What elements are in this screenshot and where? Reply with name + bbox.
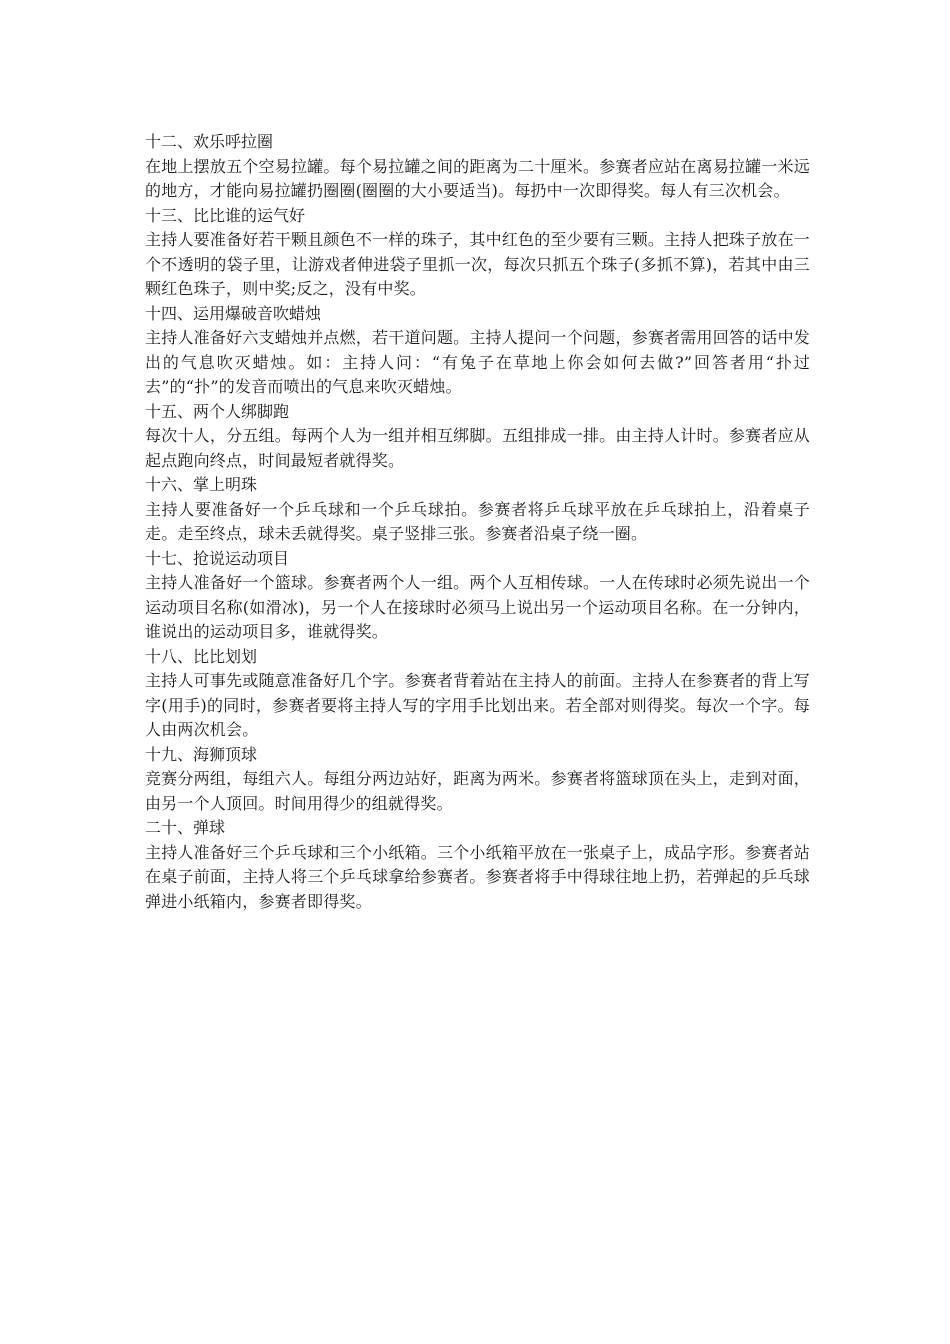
section-17 (145, 547, 810, 645)
section-heading: 十六、掌上明珠 (145, 475, 258, 494)
section-paragraph: 主持人要准备好一个乒乓球和一个乒乓球拍。参赛者将乒乓球平放在乒乓球拍上，沿着桌子走。走至终点，球未丢就得奖。桌子竖排三张。参赛者沿桌子绕一圈。 (145, 499, 810, 543)
section-paragraph: 主持人准备好三个乒乓球和三个小纸箱。三个小纸箱平放在一张桌子上，成品字形。参赛者站在桌子前面，主持人将三个乒乓球拿给参赛者。参赛者将手中得球往地上扔，若弹起的乒乓球弹进小纸箱内，参赛者即得奖。 (145, 842, 810, 911)
section-heading: 十七、抢说运动项目 (145, 548, 290, 568)
section-paragraph: 主持人准备好六支蜡烛并点燃，若干道问题。主持人提问一个问题，参赛者需用回答的话中发出的气息吹灭蜡烛。如：主持人问：“有兔子在草地上你会如何去做?”回答者用“扑过去”的“扑”的发音而喷出的气息来吹灭蜡烛。 (145, 328, 810, 396)
section-paragraph: 主持人可事先或随意准备好几个字。参赛者背着站在主持人的前面。主持人在参赛者的背上写字(用手)的同时，参赛者要将主持人写的字用手比划出来。若全部对则得奖。每次一个字。每人由两次机会。 (145, 671, 810, 739)
section-16 (145, 473, 810, 547)
section-heading: 十五、两个人绑脚跑 (145, 401, 290, 421)
section-heading: 二十、弹球 (145, 818, 226, 837)
section-heading: 十九、海狮顶球 (145, 744, 258, 764)
section-15 (145, 400, 810, 474)
section-18 (145, 645, 810, 743)
section-paragraph: 每次十人，分五组。每两个人为一组并相互绑脚。五组排成一排。由主持人计时。参赛者应从起点跑向终点，时间最短者就得奖。 (145, 426, 810, 470)
section-heading: 十四、运用爆破音吹蜡烛 (145, 303, 322, 323)
section-heading: 十三、比比谁的运气好 (145, 205, 306, 225)
section-paragraph: 竞赛分两组，每组六人。每组分两边站好，距离为两米。参赛者将篮球顶在头上，走到对面，由另一个人顶回。时间用得少的组就得奖。 (145, 769, 810, 813)
section-paragraph: 主持人准备好一个篮球。参赛者两个人一组。两个人互相传球。一人在传球时必须先说出一个运动项目名称(如滑冰)，另一个人在接球时必须马上说出另一个运动项目名称。在一分钟内，谁说出的运动项目多，谁就得奖。 (145, 573, 810, 641)
section-20 (145, 816, 810, 914)
section-19 (145, 743, 810, 817)
document-body (145, 130, 810, 914)
section-paragraph: 在地上摆放五个空易拉罐。每个易拉罐之间的距离为二十厘米。参赛者应站在离易拉罐一米远的地方，才能向易拉罐扔圈圈(圈圈的大小要适当)。每扔中一次即得奖。每人有三次机会。 (145, 156, 810, 200)
section-heading: 十八、比比划划 (145, 646, 258, 666)
section-12 (145, 130, 810, 204)
section-13 (145, 204, 810, 302)
section-14 (145, 302, 810, 400)
section-heading: 十二、欢乐呼拉圈 (145, 132, 274, 151)
section-paragraph: 主持人要准备好若干颗且颜色不一样的珠子，其中红色的至少要有三颗。主持人把珠子放在一个不透明的袋子里，让游戏者伸进袋子里抓一次，每次只抓五个珠子(多抓不算)，若其中由三颗红色珠子，则中奖;反之，没有中奖。 (145, 230, 810, 298)
